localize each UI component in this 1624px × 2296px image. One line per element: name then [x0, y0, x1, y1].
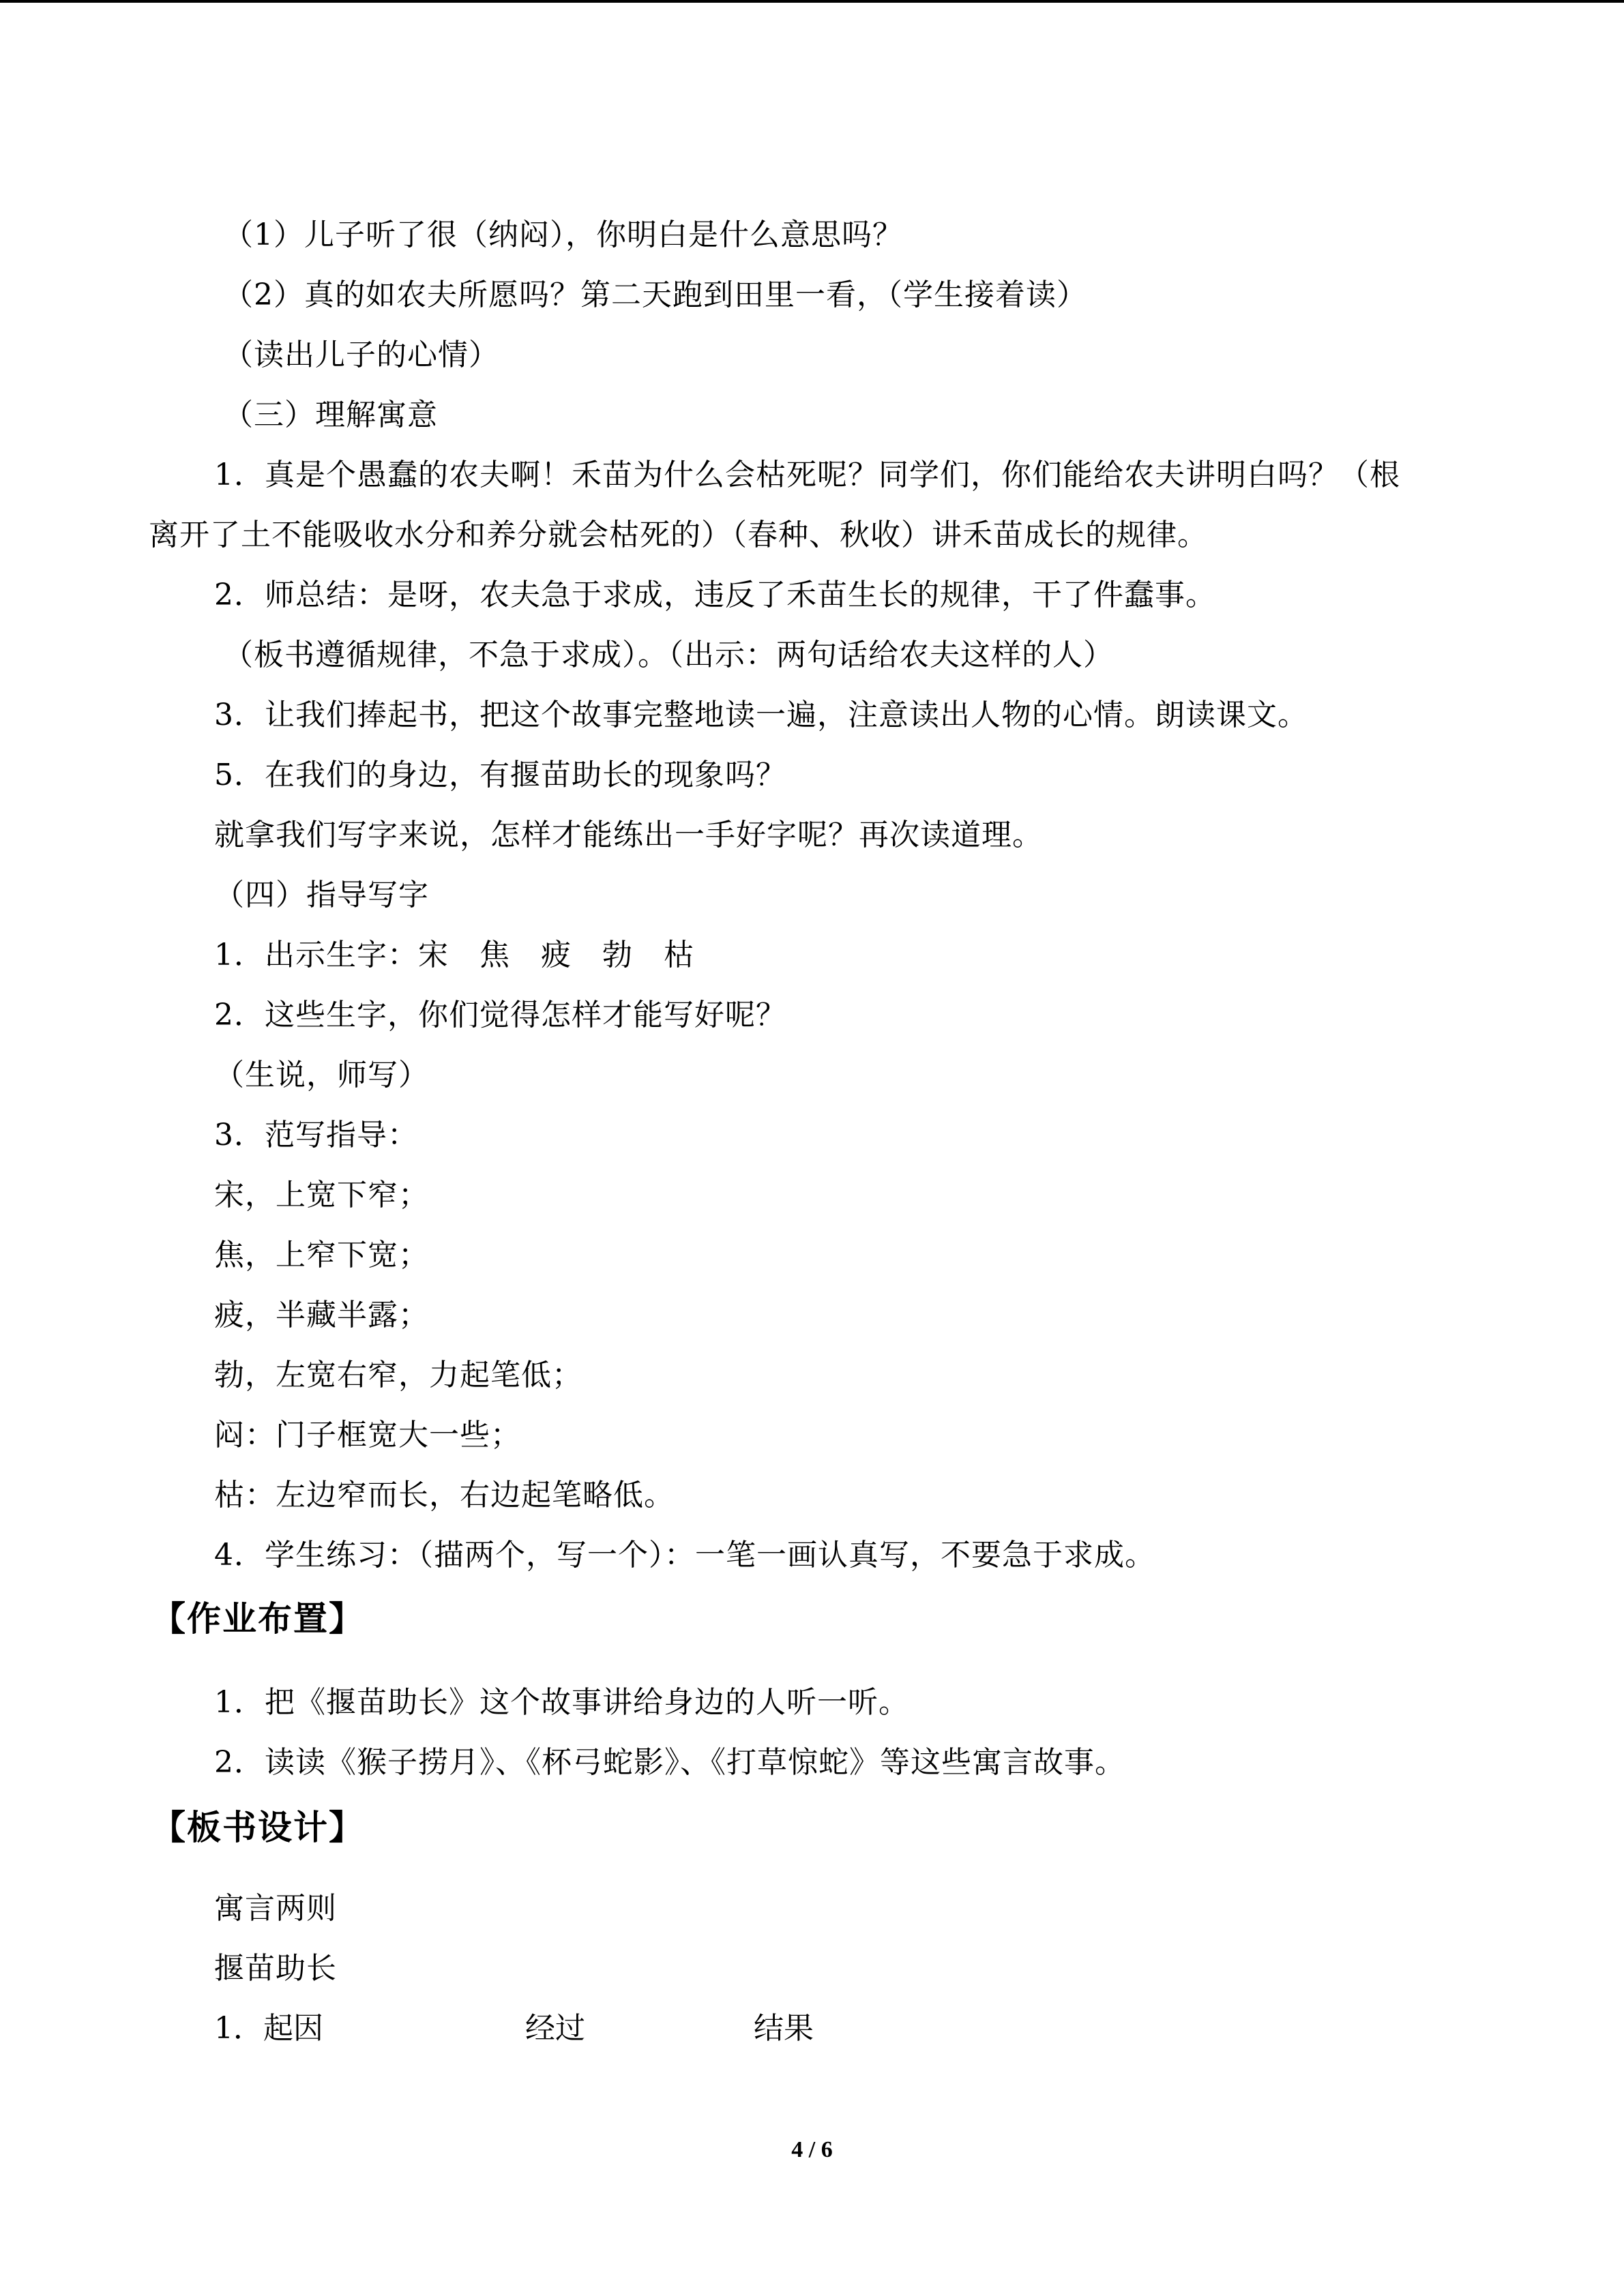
text-line-20: 勃，左宽右窄，力起笔低；	[214, 1358, 582, 1392]
text-line-21: 闷：门子框宽大一些；	[214, 1418, 521, 1452]
text-line-11: 就拿我们写字来说，怎样才能练出一手好字呢？再次读道理。	[214, 818, 1043, 852]
board-row-start: 1．起因	[214, 2011, 323, 2046]
page-number: 4 / 6	[791, 2137, 833, 2162]
board-heading: 【板书设计】	[151, 1808, 364, 1847]
text-line-23: 4．学生练习：（描两个，写一个）：一笔一画认真写，不要急于求成。	[214, 1538, 1155, 1572]
text-line-7: 2．师总结：是呀，农夫急于求成，违反了禾苗生长的规律，干了件蠢事。	[214, 578, 1216, 612]
section-label-understand: （三）理解寓意	[223, 398, 438, 432]
text-line-22: 枯：左边窄而长，右边起笔略低。	[214, 1478, 675, 1512]
text-line-17: 宋，上宽下窄；	[214, 1178, 429, 1212]
text-line-3: （读出儿子的心情）	[223, 338, 499, 372]
top-border	[0, 0, 1624, 3]
board-subtitle: 揠苗助长	[214, 1951, 337, 1986]
board-row-middle: 经过	[525, 2011, 585, 2046]
section-label-writing: （四）指导写字	[214, 878, 429, 912]
text-line-8: （板书遵循规律，不急于求成）。（出示：两句话给农夫这样的人）	[223, 638, 1114, 672]
text-line-2: （2）真的如农夫所愿吗？第二天跑到田里一看，（学生接着读）	[223, 278, 1087, 312]
text-line-19: 疲，半藏半露；	[214, 1298, 429, 1332]
text-line-6: 离开了土不能吸收水分和养分就会枯死的）（春种、秋收）讲禾苗成长的规律。	[149, 518, 1208, 552]
text-line-14: 2．这些生字，你们觉得怎样才能写好呢？	[214, 998, 786, 1032]
homework-item-2: 2．读读《猴子捞月》、《杯弓蛇影》、《打草惊蛇》等这些寓言故事。	[214, 1745, 1125, 1780]
board-title: 寓言两则	[214, 1891, 337, 1926]
text-line-16: 3．范写指导：	[214, 1118, 418, 1152]
text-line-13: 1．出示生字：宋 焦 疲 勃 枯	[214, 938, 694, 972]
text-line-15: （生说，师写）	[214, 1058, 429, 1092]
text-line-10: 5．在我们的身边，有揠苗助长的现象吗？	[214, 758, 786, 792]
homework-item-1: 1．把《揠苗助长》这个故事讲给身边的人听一听。	[214, 1685, 909, 1720]
text-line-9: 3．让我们捧起书，把这个故事完整地读一遍，注意读出人物的心情。朗读课文。	[214, 698, 1308, 732]
text-line-1: （1）儿子听了很（纳闷），你明白是什么意思吗？	[223, 218, 903, 252]
text-line-5: 1．真是个愚蠢的农夫啊！禾苗为什么会枯死呢？同学们，你们能给农夫讲明白吗？（根	[214, 458, 1400, 492]
board-row-end: 结果	[754, 2011, 814, 2046]
homework-heading: 【作业布置】	[151, 1599, 364, 1639]
text-line-18: 焦，上窄下宽；	[214, 1238, 429, 1272]
